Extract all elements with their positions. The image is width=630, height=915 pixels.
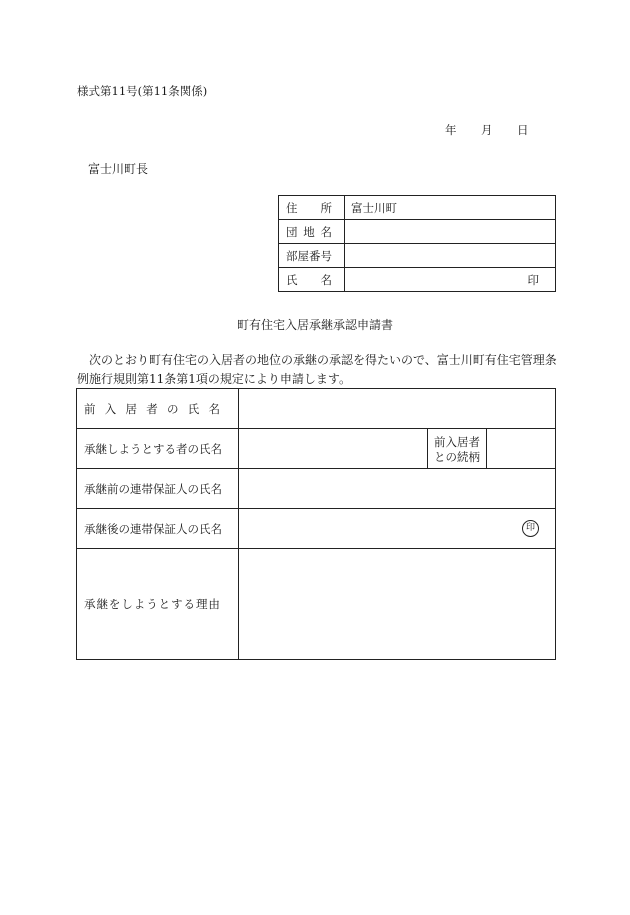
successor-field[interactable] [239,429,428,469]
name-field[interactable] [345,268,556,292]
relationship-label: 前入居者 との続柄 [428,429,487,469]
date-month: 月 [481,123,493,137]
applicant-name-row [279,268,556,292]
guarantor-before-row [77,469,556,509]
date-year: 年 [445,123,457,137]
prev-tenant-row [77,389,556,429]
complex-label: 団 地 名 [279,220,345,244]
prev-tenant-field[interactable] [239,389,556,429]
form-number: 様式第11号(第11条関係) [77,84,208,98]
reason-field[interactable] [239,549,556,660]
seal-mark: 印 [527,272,539,287]
successor-row [77,429,556,469]
guarantor-after-label: 承継後の連帯保証人の氏名 [77,509,239,549]
complex-field[interactable] [345,220,556,244]
main-table [76,388,556,660]
address-label: 住 所 [279,196,345,220]
applicant-address-row [279,196,556,220]
reason-row [77,549,556,660]
applicant-complex-row [279,220,556,244]
successor-label: 承継しようとする者の氏名 [77,429,239,469]
date-day: 日 [517,123,529,137]
guarantor-before-field[interactable] [239,469,556,509]
room-field[interactable] [345,244,556,268]
document-title: 町有住宅入居承継承認申請書 [236,318,393,332]
addressee: 富士川町長 [88,162,149,176]
prev-tenant-label: 前 入 居 者 の 氏 名 [77,389,239,429]
guarantor-after-row [77,509,556,549]
document-body: 次のとおり町有住宅の入居者の地位の承継の承認を得たいので、富士川町有住宅管理条例施行規則第11条第1項の規定により申請します。 [77,353,557,386]
relationship-field[interactable] [487,429,556,469]
seal-circle-icon: 印 [522,520,539,537]
name-label: 氏 名 [279,268,345,292]
applicant-room-row [279,244,556,268]
address-field[interactable]: 富士川町 [345,196,556,220]
guarantor-after-field[interactable] [239,509,556,549]
guarantor-before-label: 承継前の連帯保証人の氏名 [77,469,239,509]
room-label: 部屋番号 [279,244,345,268]
reason-label: 承 継 を し よ う と す る 理 由 [77,549,239,660]
applicant-table [278,195,556,292]
